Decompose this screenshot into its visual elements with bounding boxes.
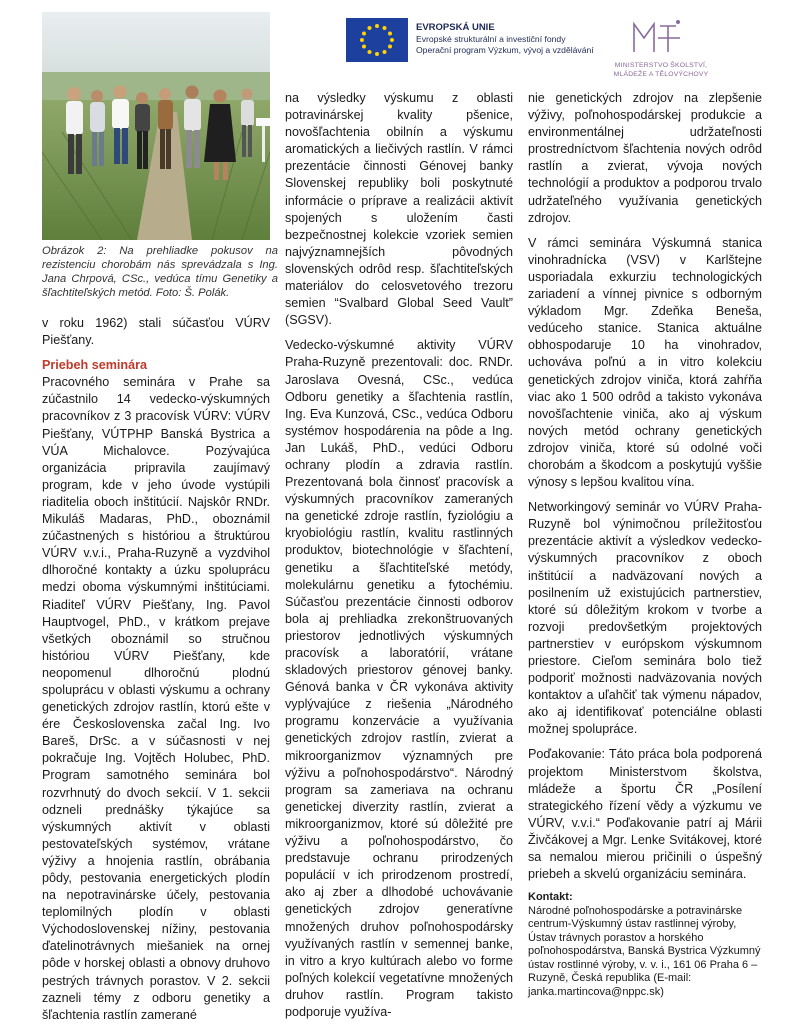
section-heading: Priebeh seminára [42, 358, 147, 373]
body-paragraph: V rámci seminára Výskumná stanica vinohradnícka (VSV) v Karlštejne usporiadala exkurziu technologických zariadení a vínnej pivnice s odborným výkladom Mgr. Zdeňka Beneša, vedúceho stanice. Stanica aktuálne obhospodaruje 10 ha vinohradov, uchováva poľnú a in vitro kolekciu genetických zdrojov viniča, ktorá zahŕňa viac ako 1 500 odrôd a takisto vykonáva novošľachtenie viniča, ako aj výskum nových metód ochrany genetických zdrojov viniča, ktoré sú odolné voči chorobám a škodcom a poskytujú vyššie výnosy s lepšou kvalitou vína. [528, 235, 762, 490]
acknowledgement-paragraph: Poďakovanie: Táto práca bola podporená projektom Ministerstvom školstva, mládeže a športu ČR „Posílení strategického řízení vědy a výzkumu ve VÚRV, v.v.i.“ Poďakovanie patrí aj Márii Živčákovej a Mgr. Lenke Svitákovej, ktoré sa nemalou mierou pričinili o úspešný priebeh a skvelú organizáciu seminára. [528, 747, 762, 882]
field-tour-image [42, 12, 270, 240]
msmt-text [606, 62, 716, 79]
contact-text: Národné poľnohospodárske a potravinárske centrum-Výskumný ústav rastlinnej výroby, Ústav trávnych porastov a horského poľnohospodárstva, Banská Bystrica Výzkumný ústav rostlinné výroby, v. v. i., 161 06 Praha 6 – Ruzyně, Česká republika (E-mail: janka.martincova@nppc.sk) [528, 904, 761, 998]
msmt-line-2: MLÁDEŽE A TĚLOVÝCHOVY [613, 70, 709, 78]
body-paragraph: na výsledky výskumu z oblasti potravinárskej kvality pšenice, novošľachtenia obilnín a výskumu aromatických a liečivých rastlín. V rámci prezentácie činnosti Génovej banky Slovenskej republiky boli poskytnuté informácie o príprave a realizácii aktivít spojených s uložením časti bezpečnostnej kolekcie vzoriek semien najvýznamnejších pôvodných slovenských odrôd resp. šľachtiteľských materiálov do celosvetového trezoru semien “Svalbard Global Seed Vault” (SGSV). [285, 91, 513, 328]
body-paragraph: Pracovného seminára v Prahe sa zúčastnilo 14 vedecko-výskumných pracovníkov z 3 pracovísk VÚRV: VÚRV Piešťany, VÚTPHP Banská Bystrica a VÚA Michalovce. Pozývajúca organizácia pripravila zaujímavý program, kde v jeho úvode vystúpili riaditelia oboch inštitúcií. Najskôr RNDr. Mikuláš Madaras, PhD., oboznámil zúčastnených s históriou a štruktúrou VÚRV v.v.i., Praha-Ruzyně a vyzdvihol dlhoročné kontakty a úzku spoluprácu medzi oboma výskumnými inštitúciami. Riaditeľ VÚRV Piešťany, Ing. Pavol Hauptvogel, PhD., v krátkom prejave všetkých oboznámil so stručnou históriou VÚRV Piešťany, kde neopomenul dlhoročnú plodnú spoluprácu v oblasti výskumu a ochrany genetických zdrojov rastlín, ktorú ešte v ére Československa začal Ing. Ivo Bareš, DrSc. a v súčasnosti v nej pokračuje Ing. Vojtěch Holubec, PhD. Program samotného seminára bol rozvrhnutý do dvoch sekcií. V 1. sekcii odzneli prednášky týkajúce sa výskumných aktivít v oblasti pestovateľských systémov, vrátane výživy a hnojenia rastlín, obrábania pôdy, pestovania energetických plodín na nepotravinárske účely, pestovania teplomilných plodín v oblasti Východoslovenskej nížiny, pestovania ďatelinotrávnych miešaniek na ornej pôde v horskej oblasti a obnovy druhovo pestrých trávnych porastov. V 2. sekcii zazneli témy z odboru genetiky a šľachtenia rastlín zamerané [42, 375, 270, 1022]
eu-flag-logo [346, 18, 408, 62]
eu-funding-text [416, 22, 606, 57]
contact-block [528, 891, 762, 999]
eu-funds-line: Evropské strukturální a investiční fondy [416, 33, 566, 44]
contact-label: Kontakt: [528, 891, 573, 904]
msmt-logo [628, 16, 688, 58]
text-column-1 [42, 315, 270, 1032]
eu-title: EVROPSKÁ UNIE [416, 22, 495, 33]
intro-paragraph: v roku 1962) stali súčasťou VÚRV Piešťany. [42, 316, 270, 348]
text-column-3 [528, 90, 762, 999]
body-paragraph: Vedecko-výskumné aktivity VÚRV Praha-Ruzyně prezentovali: doc. RNDr. Jaroslava Ovesná, CSc., vedúca Odboru genetiky a šľachtenia rastlín, Ing. Eva Kunzová, CSc., vedúca Odboru systémov hospodárenia na pôde a Ing. Jan Lukáš, PhD., vedúci Odboru ochrany plodín a zdravia rastlín. Prezentovaná bola činnosť pracovísk a výskumných pracovníkov zameraných na genetické zdroje rastlín, fyziológiu a kryobiológiu rastlín, kvalitu rastlinných produktov, biotechnológie v šľachtení, genetiku a šľachtiteľské metódy, molekulárnu genetiku a fytochémiu. Súčasťou prezentácie činnosti odborov bola aj prehliadka zrekonštruovaných priestorov jednotlivých výskumných pracovísk a laboratórií, vrátane skladových priestorov génovej banky. Génová banka v ČR vykonáva aktivity vyplývajúce z riešenia „Národného programu konzervácie a využívania genetických zdrojov rastlín, zvierat a mikroorganizmov významných pre výživu a poľnohospodárstvo“. Národný program sa zameriava na ochranu genetickej diverzity rastlín, zvierat a mikroorganizmov, ktoré sú dôležité pre výživu a poľnohospodárstvo, čo predstavuje ochranu prirodzených populácií v ich prirodzenom prostredí, ako aj zber a dlhodobé uchovávanie genetických zdrojov generatívne množených druhov poľnohospodársky využívaných rastlín v semennej banke, in vitro a kryo kultúrach alebo vo forme poľných kolekcií vegetatívne množených druhov rastlín. Program takisto podporuje využíva- [285, 338, 513, 1019]
text-column-2 [285, 90, 513, 1029]
body-paragraph: nie genetických zdrojov na zlepšenie výživy, poľnohospodárskej produkcie a environmentálnej udržateľnosti prostredníctvom šľachtenia nových odrôd rastlín a zvierat, vývoja nových technológií a produktov a podporou trvalo udržateľného využívania genetických zdrojov. [528, 91, 762, 225]
body-paragraph: Networkingový seminár vo VÚRV Praha-Ruzyně bol výnimočnou príležitosťou prezentácie aktivít a výsledkov vedecko-výskumných pracovníkov z oboch inštitúcií a nadväzovaní nových a posilnením už existujúcich partnerstiev, ktoré sú dôležitým krokom v tvorbe a rozvoji predovšetkým projektových partnerstiev v európskom výskumnom priestore. Cieľom seminára bolo tiež podporiť možnosti nadväzovania nových kontaktov a uľahčiť tak výmenu nápadov, ako aj identifikovať potenciálne oblasti možnej spolupráce. [528, 500, 762, 737]
eu-programme-line: Operační program Výzkum, vývoj a vzdělávání [416, 45, 594, 55]
seminar-photo [42, 12, 270, 240]
photo-caption: Obrázok 2: Na prehliadke pokusov na rezistenciu chorobám nás sprevádzala s Ing. Jana Chrpová, CSc., vedúca tímu Genetiky a šľachtiteľských metód. Foto: Š. Polák. [42, 245, 278, 299]
msmt-line-1: MINISTERSTVO ŠKOLSTVÍ, [614, 62, 708, 69]
